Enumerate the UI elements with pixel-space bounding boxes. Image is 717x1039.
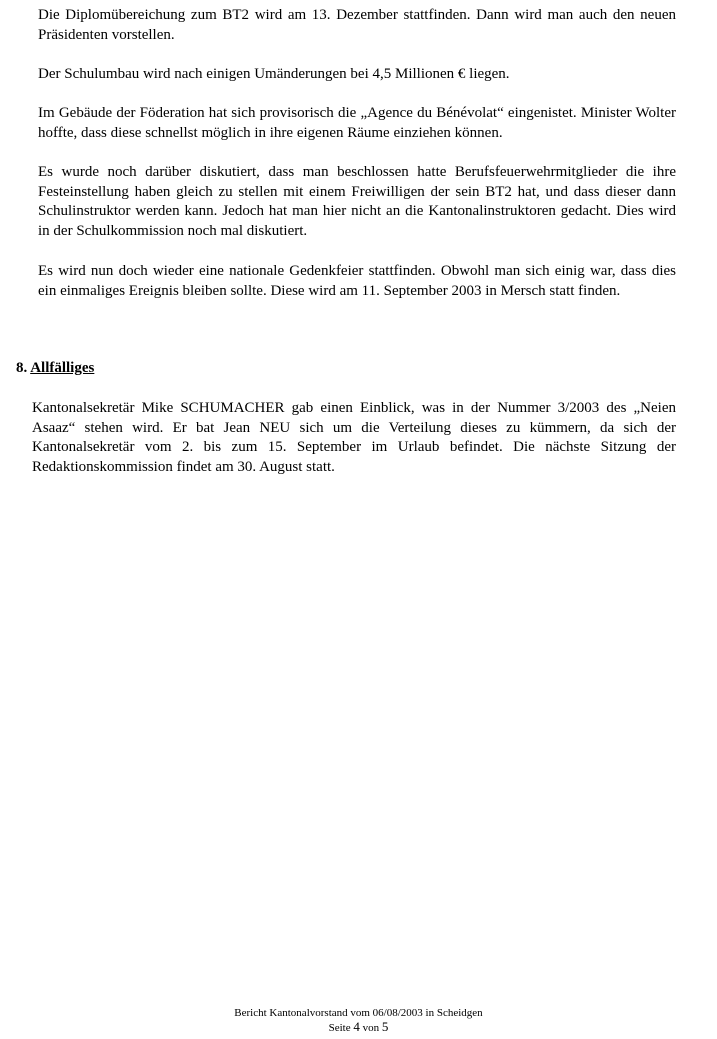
page-label: Seite bbox=[328, 1022, 351, 1034]
paragraph-agence-benevolat: Im Gebäude der Föderation hat sich provisorisch die „Agence du Bénévolat“ eingenistet. Minister Wolter hoffte, dass diese schnellst möglich in ihre eigenen Räume einziehen können. bbox=[38, 105, 676, 141]
page-current: 4 bbox=[353, 1019, 360, 1034]
section-heading bbox=[16, 359, 94, 379]
section-number: 8. bbox=[16, 360, 28, 376]
paragraph-memorial: Es wird nun doch wieder eine nationale Gedenkfeier stattfinden. Obwohl man sich einig war, dass dies ein einmaliges Ereignis bleiben sollte. Diese wird am 11. September 2003 in Mersch statt finden. bbox=[38, 263, 676, 299]
paragraph-school-renovation: Der Schulumbau wird nach einigen Umänderungen bei 4,5 Millionen € liegen. bbox=[38, 66, 510, 82]
footer-page-number bbox=[0, 1020, 717, 1035]
page-of: von bbox=[362, 1022, 380, 1034]
section-title: Allfälliges bbox=[30, 360, 95, 376]
paragraph-instructors: Es wurde noch darüber diskutiert, dass man beschlossen hatte Berufsfeuerwehrmitglieder die ihre Festeinstellung haben gleich zu stellen mit einem Freiwilligen der sein BT2 hat, und dass dieser dann Schulinstruktor werden kann. Jedoch hat man hier nicht an die Kantonalinstruktoren gedacht. Dies wird in der Schulkommission noch mal diskutiert. bbox=[38, 164, 676, 239]
paragraph-diploma: Die Diplomübereichung zum BT2 wird am 13. Dezember stattfinden. Dann wird man auch den neuen Präsidenten vorstellen. bbox=[38, 7, 676, 43]
footer-report: Bericht Kantonalvorstand vom 06/08/2003 in Scheidgen bbox=[234, 1007, 483, 1019]
page-total: 5 bbox=[381, 1019, 389, 1034]
paragraph-newsletter: Kantonalsekretär Mike SCHUMACHER gab einen Einblick, was in der Nummer 3/2003 des „Neien Asaaz“ stehen wird. Er bat Jean NEU sich um die Verteilung dieses zu kümmern, da sich der Kantonalsekretär vom 2. bis zum 15. September im Urlaub befindet. Die nächste Sitzung der Redaktionskommission findet am 30. August statt. bbox=[32, 400, 676, 475]
